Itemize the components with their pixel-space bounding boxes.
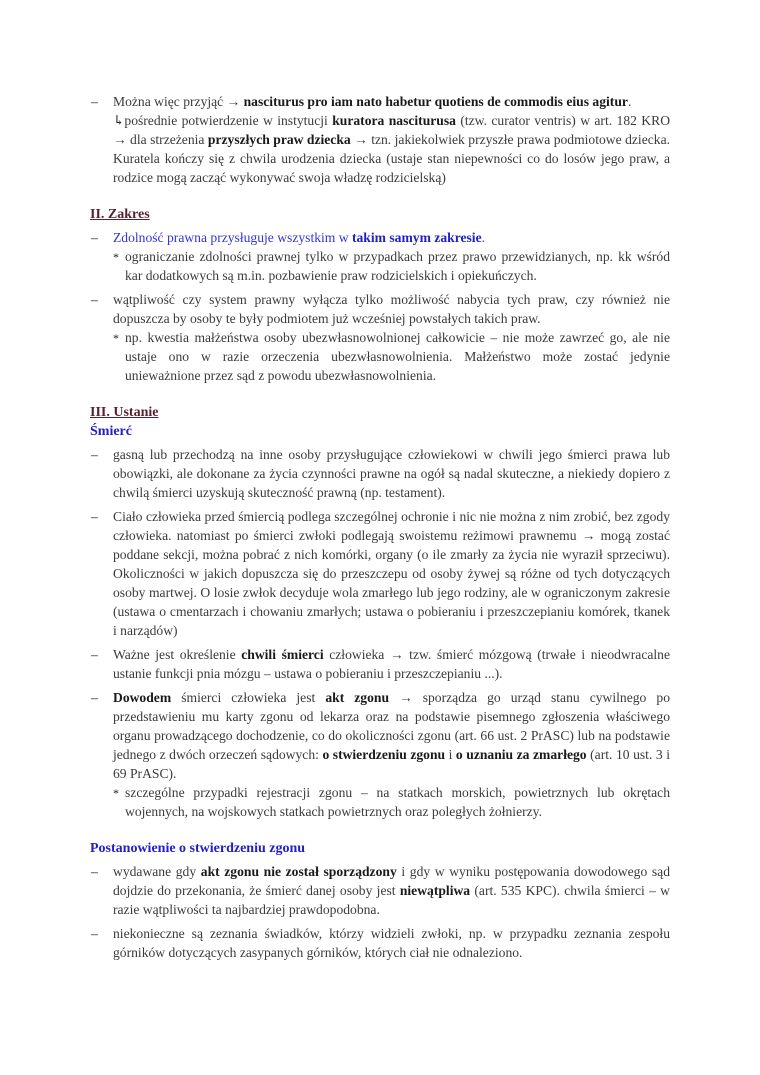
emphasized-text: o stwierdzeniu zgonu (322, 747, 446, 762)
text-run: gasną lub przechodzą na inne osoby przysługujące człowiekowi w chwili jego śmierci prawa lub obowiązki, ale dokonane za życia czynności prawne na ogół są nadal skuteczne, a niekiedy dopiero z chwilą śmierci uzyskują skuteczność prawną (np. testament). (113, 447, 670, 500)
text-run: Śmierć (90, 424, 132, 439)
dash-bullet-icon: – (91, 926, 98, 941)
text-run: (art. 535 KPC). chwila śmierci – w razie wątpliwości ta najbardziej prawdopodobna. (113, 883, 670, 917)
emphasized-text: chwili śmierci (241, 647, 324, 662)
text-run: i gdy w wyniku postępowania dowodowego sąd dojdzie do przekonania, że śmierć danej osoby jest (113, 864, 670, 898)
document-page (90, 92, 670, 962)
sub-bullet-item (90, 328, 670, 385)
return-arrow-icon: ↳ (113, 113, 125, 128)
text-run: Można więc przyjąć → (113, 94, 244, 109)
dash-bullet-icon: – (91, 647, 98, 662)
subsection-heading (90, 839, 670, 858)
text-run: Ciało człowieka przed śmiercią podlega szczególnej ochronie i nic nie można z nim zrobić, bez zgody człowieka. natomiast po śmierci zwłoki podlegają swoistemu reżimowi prawnemu → mogą zostać poddane sekcji, można pobrać z nich komórki, organy (o ile zmarły za życia nie wyraził sprzeciwu). Okoliczności w jakich dopuszcza się do przeszczepu od osoby żywej są różne od tych dotyczących osoby martwej. O losie zwłok decyduje wola zmarłego lub jego rodziny, ale w ograniczonym zakresie (ustawa o cmentarzach i chowaniu zmarłych; ustawa o pobieraniu i przeszczepianiu komórek, tkanek i narządów) (113, 509, 670, 638)
section-heading (90, 205, 670, 224)
bullet-item (90, 862, 670, 919)
dash-bullet-icon: – (91, 509, 98, 524)
text-run: śmierci człowieka jest (171, 690, 326, 705)
text-run: → sporządza go urząd stanu cywilnego po przedstawieniu mu karty zgonu od lekarza oraz na podstawie pisemnego zgłoszenia właściwego organu prowadzącego dochodzenie, co do okoliczności zgonu (art. 66 ust. 2 PrASC) lub na podstawie jednego z dwóch orzeczeń sądowych: (113, 690, 670, 762)
dash-bullet-icon: – (91, 447, 98, 462)
bullet-item (90, 445, 670, 502)
emphasized-text: Zdolność prawna przysługuje wszystkim w (113, 230, 352, 245)
emphasized-text: takim samym zakresie (351, 230, 482, 245)
sub-bullet-item (90, 247, 670, 285)
text-run: Postanowienie o stwierdzeniu zgonu (90, 841, 306, 856)
dash-bullet-icon: – (91, 690, 98, 705)
text-run: niekonieczne są zeznania świadków, którzy widzieli zwłoki, np. w przypadku zeznania zespołu górników dotyczących zasypanych górników, których ciał nie odnaleziono. (113, 926, 670, 960)
dash-bullet-icon: – (91, 230, 98, 245)
text-run: ograniczanie zdolności prawnej tylko w przypadkach przez prawo przewidzianych, np. kk wśród kar dodatkowych są m.in. pozbawienie praw rodzicielskich i opiekuńczych. (125, 249, 670, 283)
bullet-item (90, 688, 670, 783)
text-run: Ważne jest określenie (113, 647, 242, 662)
emphasized-text: przyszłych praw dziecka (207, 132, 351, 147)
emphasized-text: akt zgonu nie został sporządzony (200, 864, 397, 879)
asterisk-bullet-icon: * (113, 786, 119, 800)
text-run: człowieka → tzw. śmierć mózgową (trwałe i nieodwracalne ustanie funkcji pnia mózgu – ustawa o pobieraniu i przeszczepianiu ...). (113, 647, 670, 681)
text-run: i (445, 747, 456, 762)
text-run: → tzn. jakiekolwiek przyszłe prawa podmiotowe dziecka. Kuratela kończy się z chwila urodzenia dziecka (ustaje stan niepewności co do losów jego praw, a rodzice mogą zacząć wykonywać swoja władzę rodzicielską) (113, 132, 671, 185)
bullet-item (90, 92, 670, 111)
text-run: np. kwestia małżeństwa osoby ubezwłasnowolnionej całkowicie – nie może zawrzeć go, ale nie ustaje ono w razie orzeczenia ubezwłasnowolnienia. Małżeństwo może zostać jedynie unieważnione przez sąd z powodu ubezwłasnowolnienia. (125, 330, 670, 383)
emphasized-text: nasciturus pro iam nato habetur quotiens de commodis eius agitur (243, 94, 628, 109)
bullet-item (90, 507, 670, 640)
emphasized-text: akt zgonu (325, 690, 390, 705)
text-run: pośrednie potwierdzenie w instytucji (124, 113, 333, 128)
dash-bullet-icon: – (91, 94, 98, 109)
asterisk-bullet-icon: * (113, 331, 119, 345)
dash-bullet-icon: – (91, 292, 98, 307)
bullet-item (90, 924, 670, 962)
sub-bullet-item (90, 783, 670, 821)
bullet-item (90, 290, 670, 328)
text-run: wątpliwość czy system prawny wyłącza tylko możliwość nabycia tych praw, czy również nie dopuszcza by osoby te były podmiotem już wcześniej powstałych takich praw. (113, 292, 670, 326)
bullet-item (90, 228, 670, 247)
text-run: szczególne przypadki rejestracji zgonu – na statkach morskich, powietrznych lub okrętach wojennych, na wojskowych statkach powietrznych oraz poległych żołnierzy. (125, 785, 670, 819)
dash-bullet-icon: – (91, 864, 98, 879)
subsection-heading (90, 422, 670, 441)
text-run: (art. 10 ust. 3 i 69 PrASC). (113, 747, 670, 781)
emphasized-text: kuratora nasciturusa (332, 113, 456, 128)
text-run: wydawane gdy (113, 864, 201, 879)
section-heading (90, 403, 670, 422)
emphasized-text: niewątpliwa (399, 883, 471, 898)
emphasized-text: . (481, 230, 486, 245)
emphasized-text: Dowodem (113, 690, 172, 705)
text-run: (tzw. curator ventris) w art. 182 KRO → dla strzeżenia (113, 113, 671, 147)
text-run: II. Zakres (90, 207, 150, 222)
bullet-item (90, 645, 670, 683)
continuation-paragraph (90, 111, 670, 187)
emphasized-text: o uznaniu za zmarłego (455, 747, 587, 762)
text-run: III. Ustanie (90, 405, 159, 420)
text-run: . (627, 94, 632, 109)
asterisk-bullet-icon: * (113, 250, 119, 264)
